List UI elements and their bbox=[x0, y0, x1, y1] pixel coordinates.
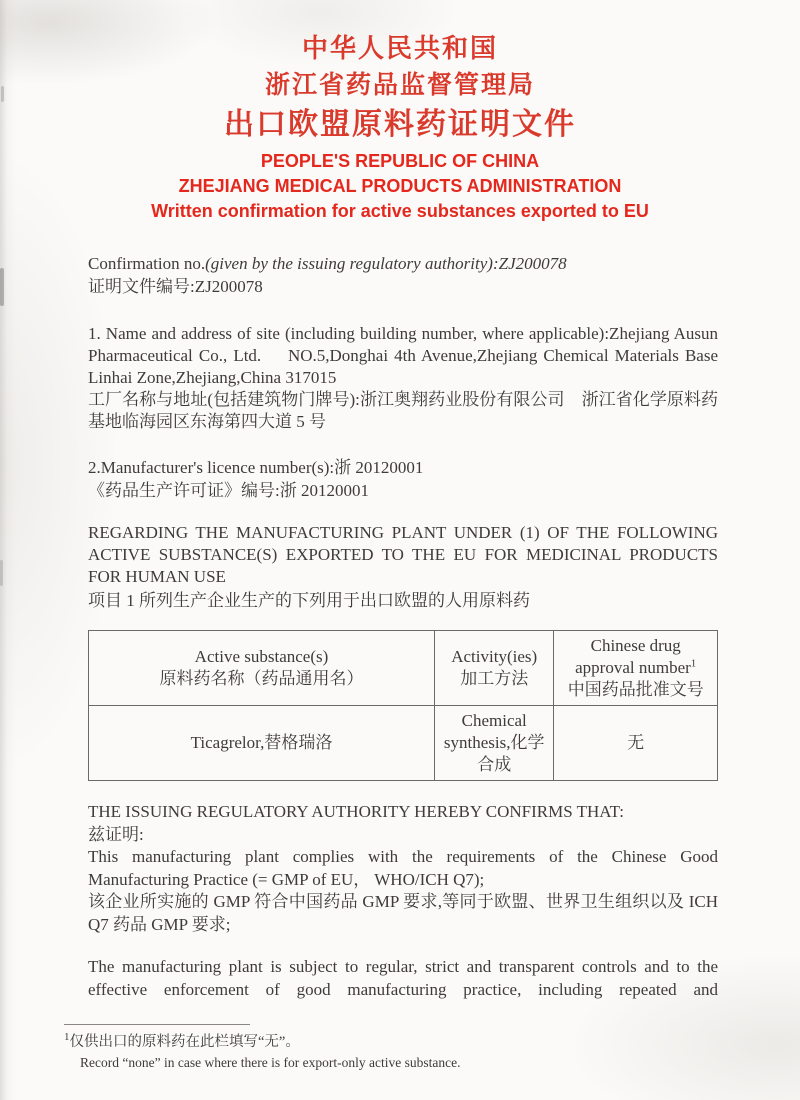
footnote-marker: 1 bbox=[64, 1031, 70, 1044]
site-name-address-section bbox=[88, 323, 718, 433]
confirmation-number-block bbox=[88, 252, 718, 298]
regarding-statement bbox=[88, 522, 718, 613]
confirmation-line-zh: 证明文件编号:ZJ200078 bbox=[88, 277, 263, 296]
cell-activity: Chemical synthesis,化学合成 bbox=[434, 706, 554, 781]
letterhead-authority-zh: 浙江省药品监督管理局 bbox=[264, 72, 535, 99]
confirms-title-zh: 兹证明: bbox=[88, 824, 144, 844]
active-substance-table bbox=[88, 630, 718, 781]
scan-artifact bbox=[0, 268, 4, 306]
letterhead-doc-title-en: Written confirmation for active substances exported to EU bbox=[151, 201, 649, 221]
licence-number-en: 2.Manufacturer's licence number(s):浙 20120001 bbox=[88, 458, 424, 477]
header-approval-number bbox=[554, 631, 718, 706]
controls-paragraph: The manufacturing plant is subject to regular, strict and transparent controls and to the effective enforcement of good manufacturing practice, including repeated and bbox=[88, 957, 718, 999]
footnote-zh-line bbox=[64, 1033, 718, 1052]
table-data-row bbox=[89, 706, 718, 781]
footnote-divider bbox=[64, 1024, 250, 1025]
letterhead-country-zh: 中华人民共和国 bbox=[301, 34, 498, 63]
site-address-en: 1. Name and address of site (including building number, where applicable):Zhejiang Ausun Pharmaceutical Co., Ltd. NO.5,Donghai 4th Avenue,Zhejiang Chemical Materials Base Linhai Zone,Zhejiang,China 317015 bbox=[88, 324, 718, 387]
header-approval-en-line1: Chinese drug bbox=[590, 636, 681, 655]
scan-artifact bbox=[1, 86, 4, 102]
footnote-reference-mark: 1 bbox=[690, 657, 697, 670]
regarding-zh: 项目 1 所列生产企业生产的下列用于出口欧盟的人用原料药 bbox=[88, 591, 530, 610]
header-active-substance bbox=[89, 631, 435, 706]
gmp-compliance-en: This manufacturing plant complies with the requirements of the Chinese Good Manufacturing Practice (= GMP of EU， WHO/ICH Q7); bbox=[88, 847, 718, 889]
header-activity-zh: 加工方法 bbox=[460, 669, 529, 688]
header-activity-en: Activity(ies) bbox=[451, 647, 538, 666]
header-active-substance-en: Active substance(s) bbox=[194, 647, 329, 666]
cell-approval: 无 bbox=[554, 706, 718, 781]
document-letterhead bbox=[0, 0, 800, 224]
letterhead-authority-en: ZHEJIANG MEDICAL PRODUCTS ADMINISTRATION bbox=[178, 176, 622, 196]
table-header-row bbox=[89, 631, 718, 706]
letterhead-country-en: PEOPLE'S REPUBLIC OF CHINA bbox=[260, 151, 540, 171]
footnote-en-line: Record “none” in case where there is for export-only active substance. bbox=[80, 1055, 461, 1070]
licence-number-section bbox=[88, 456, 718, 502]
footnote-zh-text: 仅供出口的原料药在此栏填写“无”。 bbox=[69, 1034, 300, 1050]
confirmation-line-en bbox=[88, 252, 718, 275]
authority-confirmation-block bbox=[88, 801, 718, 936]
header-activity bbox=[434, 631, 554, 706]
regarding-en: REGARDING THE MANUFACTURING PLANT UNDER (1) OF THE FOLLOWING ACTIVE SUBSTANCE(S) EXPORTED TO THE EU FOR MEDICINAL PRODUCTS FOR HUMAN USE bbox=[88, 523, 718, 586]
letterhead-doc-title-zh: 出口欧盟原料药证明文件 bbox=[224, 108, 576, 141]
confirms-title-en: THE ISSUING REGULATORY AUTHORITY HEREBY CONFIRMS THAT: bbox=[88, 802, 624, 821]
document-body bbox=[0, 252, 800, 1072]
footnote bbox=[64, 1024, 718, 1072]
scan-artifact bbox=[0, 560, 3, 586]
site-address-zh: 工厂名称与地址(包括建筑物门牌号):浙江奥翔药业股份有限公司 浙江省化学原料药基地临海园区东海第四大道 5 号 bbox=[88, 390, 718, 431]
confirmation-number-value: (given by the issuing regulatory authority):ZJ200078 bbox=[205, 254, 567, 273]
confirmation-label: Confirmation no. bbox=[88, 254, 206, 273]
cell-substance: Ticagrelor,替格瑞洛 bbox=[89, 706, 435, 781]
header-approval-zh: 中国药品批准文号 bbox=[567, 680, 704, 699]
header-active-substance-zh: 原料药名称（药品通用名） bbox=[159, 669, 364, 688]
gmp-compliance-zh: 该企业所实施的 GMP 符合中国药品 GMP 要求,等同于欧盟、世界卫生组织以及 ICH Q7 药品 GMP 要求; bbox=[88, 892, 718, 934]
licence-number-zh: 《药品生产许可证》编号:浙 20120001 bbox=[88, 481, 369, 500]
header-approval-en-line2: approval number bbox=[575, 658, 691, 677]
